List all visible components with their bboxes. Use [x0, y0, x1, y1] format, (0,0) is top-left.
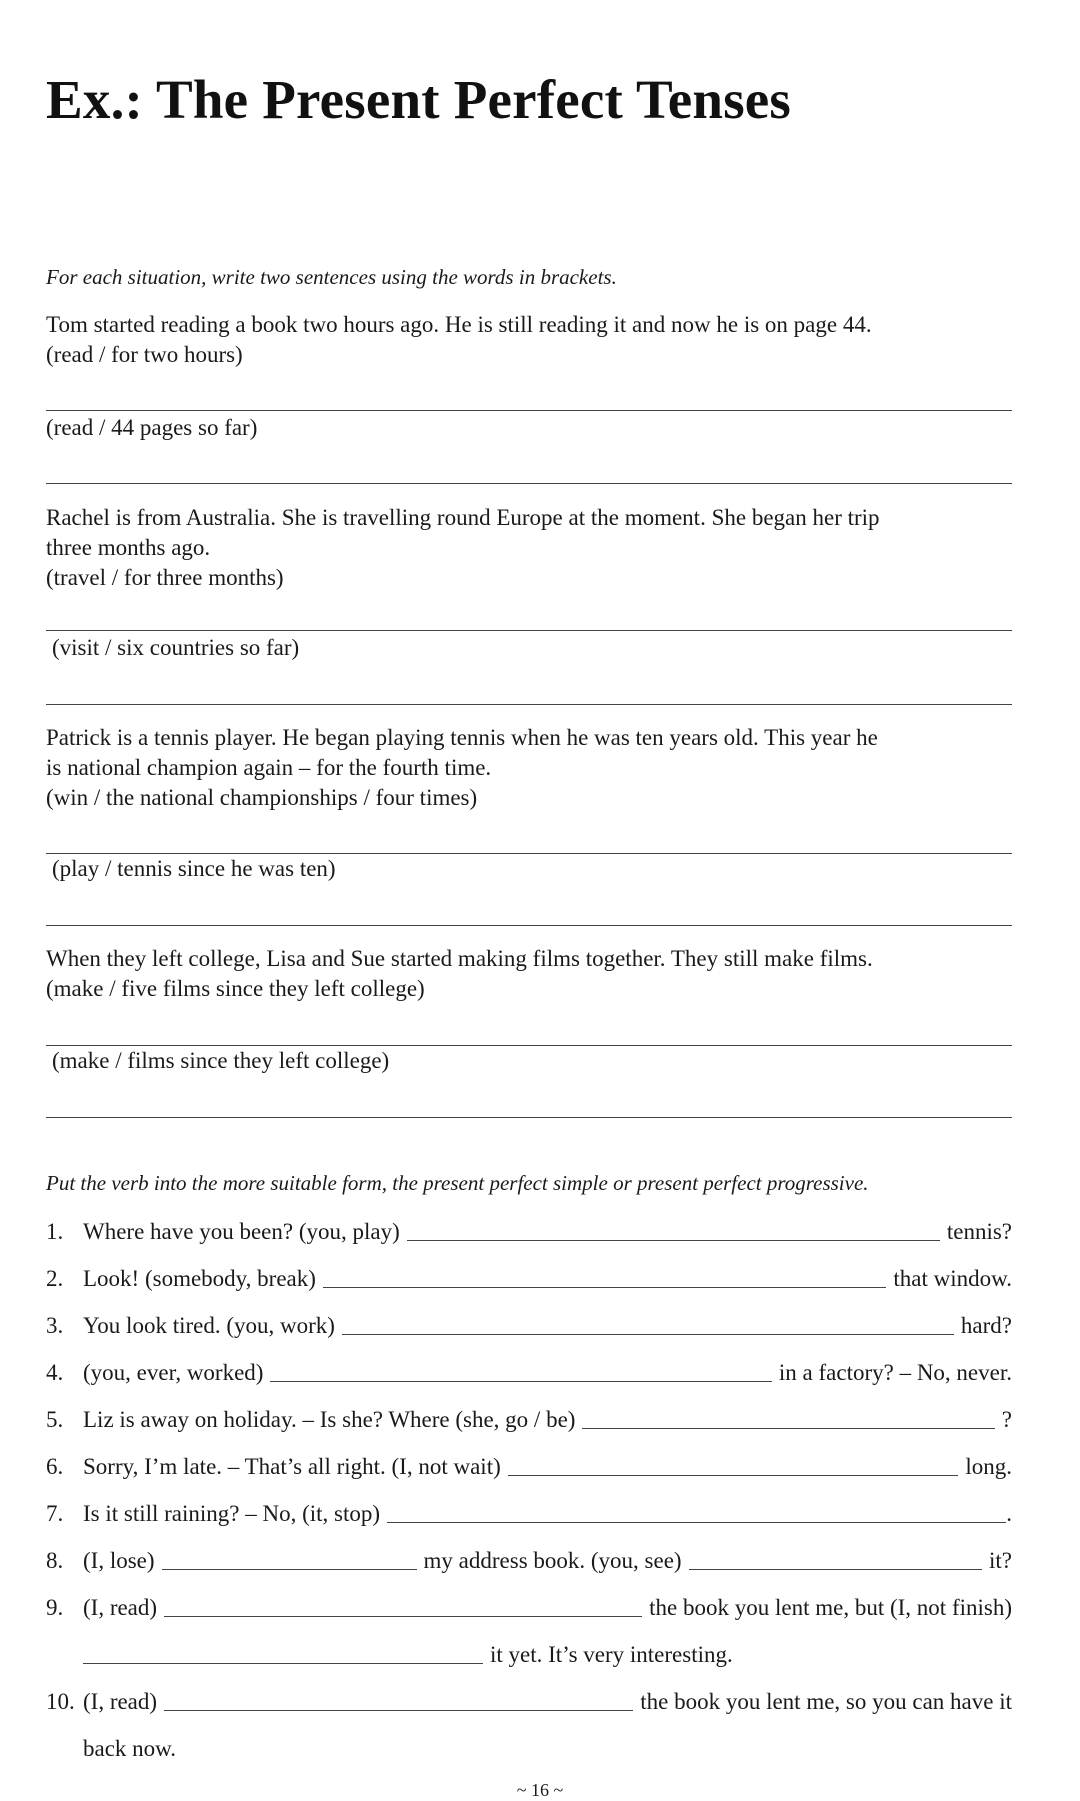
- item-text: ?: [1001, 1407, 1012, 1432]
- answer-blank[interactable]: [164, 1710, 633, 1711]
- item-text: (you, ever, worked): [83, 1360, 264, 1385]
- item-number: 5.: [46, 1407, 64, 1432]
- item-text: long.: [965, 1454, 1012, 1479]
- answer-line[interactable]: [46, 483, 1012, 484]
- situation-text-line: three months ago.: [46, 535, 211, 560]
- situation-2-prompt-2: (visit / six countries so far): [52, 635, 300, 660]
- item-number: 3.: [46, 1313, 64, 1338]
- page-title: Ex.: The Present Perfect Tenses: [46, 69, 792, 130]
- exercise-item-7: [46, 1497, 1012, 1529]
- situation-4-prompt-2: (make / films since they left college): [52, 1048, 390, 1073]
- item-text: hard?: [960, 1313, 1012, 1338]
- situation-text-line: When they left college, Lisa and Sue started making films together. They still make films.: [46, 946, 873, 971]
- answer-line[interactable]: [46, 925, 1012, 926]
- exercise-item-9: [46, 1591, 1012, 1623]
- situation-text-line: Tom started reading a book two hours ago. He is still reading it and now he is on page 44.: [46, 312, 872, 337]
- answer-line[interactable]: [46, 704, 1012, 705]
- answer-blank[interactable]: [407, 1240, 940, 1241]
- situation-text-line: Patrick is a tennis player. He began playing tennis when he was ten years old. This year he: [46, 725, 878, 750]
- answer-blank[interactable]: [508, 1475, 959, 1476]
- exercise-item-8: [46, 1544, 1012, 1576]
- exercise-item-5: [46, 1403, 1012, 1435]
- answer-line[interactable]: [46, 1117, 1012, 1118]
- item-text: tennis?: [946, 1219, 1012, 1244]
- situation-3-prompt-2: (play / tennis since he was ten): [52, 856, 336, 881]
- item-text: the book you lent me, but (I, not finish): [649, 1595, 1012, 1620]
- item-text: You look tired. (you, work): [83, 1313, 335, 1338]
- item-number: 9.: [46, 1595, 64, 1620]
- answer-blank[interactable]: [387, 1522, 1006, 1523]
- section2-instruction: Put the verb into the more suitable form, the present perfect simple or present perfect progressive.: [46, 1171, 869, 1195]
- item-number: 2.: [46, 1266, 64, 1291]
- situation-text-line: is national champion again – for the fourth time.: [46, 755, 492, 780]
- answer-blank[interactable]: [270, 1381, 771, 1382]
- situation-3-prompt-1: (win / the national championships / four times): [46, 785, 478, 810]
- exercise-item-9-continuation: [83, 1638, 1012, 1670]
- situation-4-text: [46, 944, 1016, 974]
- item-text: back now.: [83, 1736, 177, 1761]
- situation-1-text: [46, 310, 1016, 340]
- item-text: Where have you been? (you, play): [83, 1219, 400, 1244]
- section1-instruction: For each situation, write two sentences using the words in brackets.: [46, 265, 617, 289]
- answer-blank[interactable]: [689, 1569, 982, 1570]
- item-number: 4.: [46, 1360, 64, 1385]
- item-text: that window.: [893, 1266, 1012, 1291]
- item-text: Is it still raining? – No, (it, stop): [83, 1501, 381, 1526]
- item-text: it yet. It’s very interesting.: [490, 1642, 733, 1667]
- item-text: (I, read): [83, 1689, 158, 1714]
- situation-1-prompt-1: (read / for two hours): [46, 342, 243, 367]
- item-text: Sorry, I’m late. – That’s all right. (I, not wait): [83, 1454, 501, 1479]
- situation-2-text: [46, 503, 1016, 563]
- answer-blank[interactable]: [342, 1334, 954, 1335]
- item-text: (I, lose): [83, 1548, 155, 1573]
- exercise-item-2: [46, 1262, 1012, 1294]
- item-text: my address book. (you, see): [423, 1548, 682, 1573]
- item-text: .: [1006, 1501, 1012, 1526]
- item-number: 1.: [46, 1219, 64, 1244]
- answer-blank[interactable]: [83, 1663, 483, 1664]
- exercise-item-3: [46, 1309, 1012, 1341]
- exercise-item-10: [46, 1685, 1012, 1717]
- situation-4-prompt-1: (make / five films since they left college): [46, 976, 425, 1001]
- item-text: Look! (somebody, break): [83, 1266, 316, 1291]
- situation-text-line: Rachel is from Australia. She is travelling round Europe at the moment. She began her trip: [46, 505, 880, 530]
- exercise-item-6: [46, 1450, 1012, 1482]
- item-number: 6.: [46, 1454, 64, 1479]
- exercise-item-1: [46, 1215, 1012, 1247]
- item-number: 10.: [46, 1689, 75, 1714]
- item-number: 8.: [46, 1548, 64, 1573]
- answer-blank[interactable]: [164, 1616, 642, 1617]
- answer-blank[interactable]: [323, 1287, 886, 1288]
- answer-blank[interactable]: [582, 1428, 994, 1429]
- situation-2-prompt-1: (travel / for three months): [46, 565, 284, 590]
- item-number: 7.: [46, 1501, 64, 1526]
- situation-1-prompt-2: (read / 44 pages so far): [46, 415, 258, 440]
- item-text: (I, read): [83, 1595, 158, 1620]
- item-text: it?: [989, 1548, 1012, 1573]
- item-text: in a factory? – No, never.: [778, 1360, 1012, 1385]
- answer-line[interactable]: [46, 630, 1012, 631]
- answer-blank[interactable]: [162, 1569, 417, 1570]
- item-text: Liz is away on holiday. – Is she? Where (she, go / be): [83, 1407, 576, 1432]
- exercise-item-10-continuation: [83, 1732, 1012, 1764]
- answer-line[interactable]: [46, 410, 1012, 411]
- exercise-item-4: [46, 1356, 1012, 1388]
- page-number: ~ 16 ~: [516, 1780, 564, 1800]
- situation-3-text: [46, 723, 1016, 783]
- item-text: the book you lent me, so you can have it: [640, 1689, 1012, 1714]
